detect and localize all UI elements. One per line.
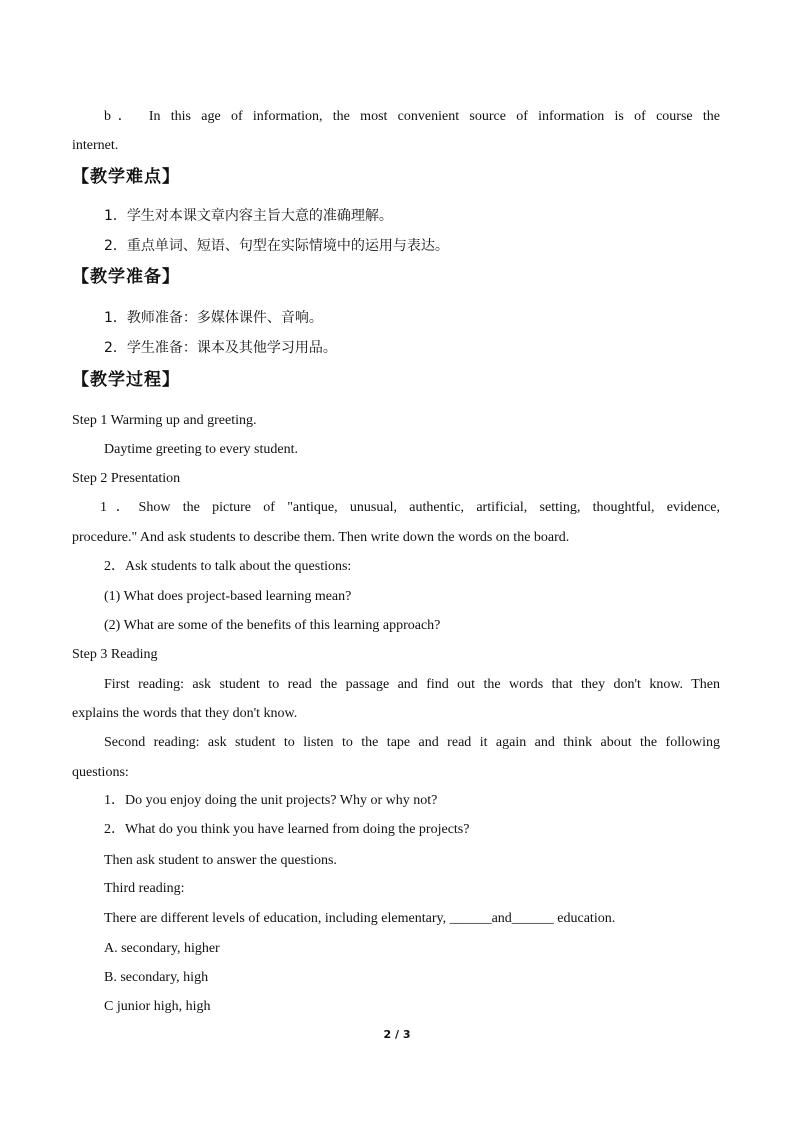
fill-blank-question: There are different levels of education, including elementary, ______and______ education. [104, 911, 616, 926]
section-heading-difficulty: 【教学难点】 [72, 167, 180, 187]
step-heading: Step 2 Presentation [72, 471, 181, 486]
page-number: 2 / 3 [383, 1028, 411, 1041]
section-heading-process: 【教学过程】 [72, 370, 180, 390]
list-item: 2．学生准备：课本及其他学习用品。 [104, 340, 337, 356]
answer-option: A. secondary, higher [104, 941, 220, 956]
paragraph-line: explains the words that they don't know. [72, 706, 298, 721]
paragraph-line: b． In this age of information, the most convenient source of information is of course the [104, 109, 720, 124]
paragraph-line: 2．Ask students to talk about the questions: [104, 559, 352, 574]
list-item: 1．教师准备：多媒体课件、音响。 [104, 310, 323, 326]
list-item: 2．重点单词、短语、句型在实际情境中的运用与表达。 [104, 238, 449, 254]
section-heading-preparation: 【教学准备】 [72, 267, 180, 287]
paragraph-line: First reading: ask student to read the passage and find out the words that they don't know. Then [104, 677, 720, 692]
paragraph-line: Third reading: [104, 881, 185, 896]
paragraph-line: Second reading: ask student to listen to the tape and read it again and think about the following [104, 735, 720, 750]
paragraph-line: Then ask student to answer the questions. [104, 853, 337, 868]
answer-option: B. secondary, high [104, 970, 209, 985]
paragraph-line: questions: [72, 765, 129, 780]
step-heading: Step 3 Reading [72, 647, 158, 662]
step-heading: Step 1 Warming up and greeting. [72, 413, 257, 428]
question-item: 1．Do you enjoy doing the unit projects? Why or why not? [104, 793, 438, 808]
question-item: (1) What does project-based learning mean? [104, 589, 352, 604]
paragraph-line: 1．Show the picture of "antique, unusual, authentic, artificial, setting, thoughtful, evidence, [100, 500, 720, 515]
paragraph-line: Daytime greeting to every student. [104, 442, 298, 457]
answer-option: C junior high, high [104, 999, 211, 1014]
list-item: 1．学生对本课文章内容主旨大意的准确理解。 [104, 208, 393, 224]
paragraph-line: procedure." And ask students to describe them. Then write down the words on the board. [72, 530, 570, 545]
question-item: (2) What are some of the benefits of this learning approach? [104, 618, 441, 633]
question-item: 2．What do you think you have learned from doing the projects? [104, 822, 470, 837]
paragraph-line: internet. [72, 138, 119, 153]
